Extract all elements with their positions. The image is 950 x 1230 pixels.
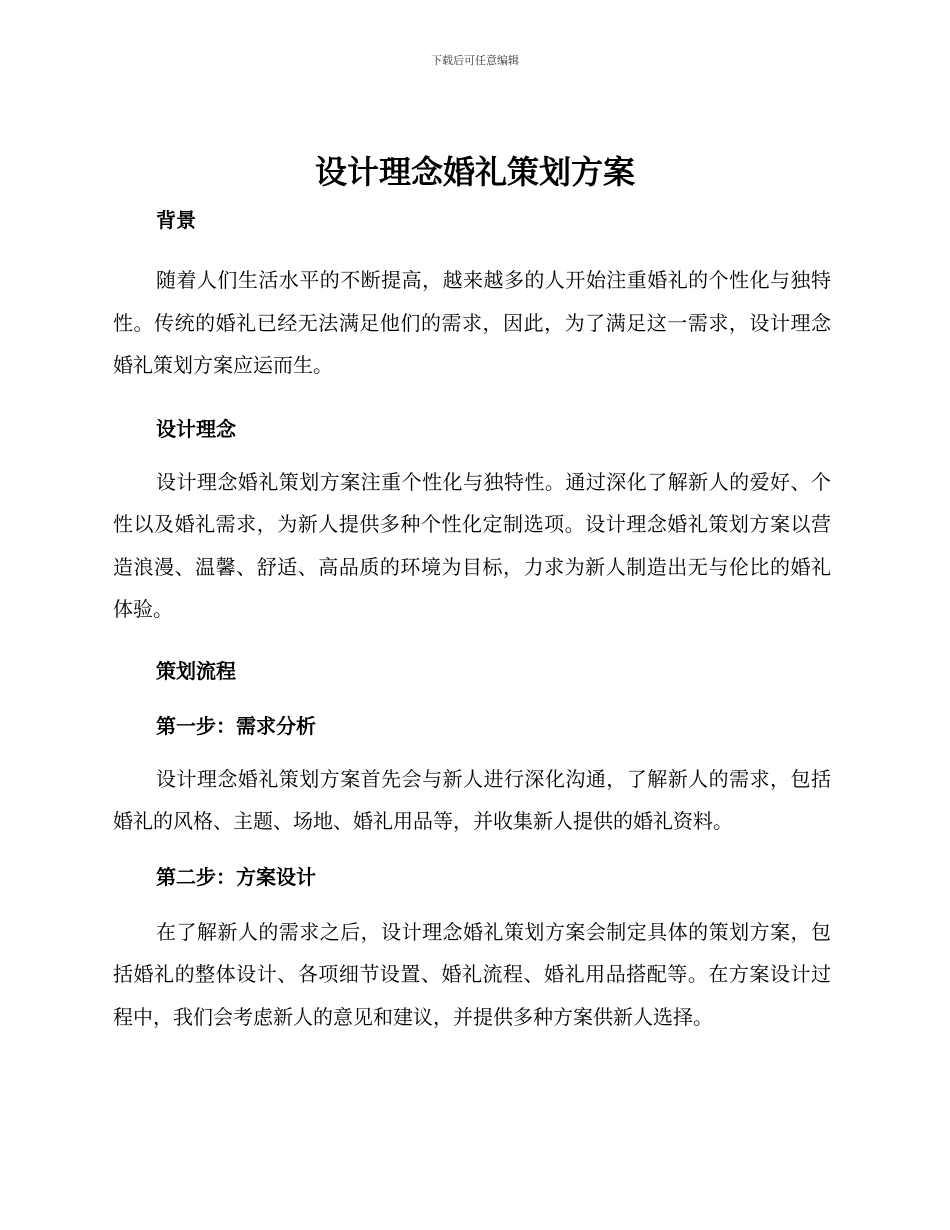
step-heading-1: 第一步：需求分析	[156, 713, 316, 738]
step-paragraph-1: 设计理念婚礼策划方案首先会与新人进行深化沟通，了解新人的需求，包括婚礼的风格、主题、场地、婚礼用品等，并收集新人提供的婚礼资料。	[113, 766, 831, 833]
header-note: 下载后可任意编辑	[431, 54, 519, 67]
document-body	[113, 200, 831, 1038]
section-heading-background: 背景	[156, 208, 196, 232]
step-heading-2: 第二步：方案设计	[156, 864, 316, 889]
document-title: 设计理念婚礼策划方案	[314, 153, 635, 191]
section-paragraph-concept: 设计理念婚礼策划方案注重个性化与独特性。通过深化了解新人的爱好、个性以及婚礼需求，为新人提供多种个性化定制选项。设计理念婚礼策划方案以营造浪漫、温馨、舒适、高品质的环境为目标，力求为新人制造出无与伦比的婚礼体验。	[113, 469, 831, 621]
step-paragraph-2: 在了解新人的需求之后，设计理念婚礼策划方案会制定具体的策划方案，包括婚礼的整体设计、各项细节设置、婚礼流程、婚礼用品搭配等。在方案设计过程中，我们会考虑新人的意见和建议，并提供多种方案供新人选择。	[113, 919, 831, 1029]
section-heading-process: 策划流程	[156, 658, 236, 683]
section-heading-concept: 设计理念	[156, 416, 236, 441]
section-paragraph-background: 随着人们生活水平的不断提高，越来越多的人开始注重婚礼的个性化与独特性。传统的婚礼已经无法满足他们的需求，因此，为了满足这一需求，设计理念婚礼策划方案应运而生。	[113, 268, 831, 377]
